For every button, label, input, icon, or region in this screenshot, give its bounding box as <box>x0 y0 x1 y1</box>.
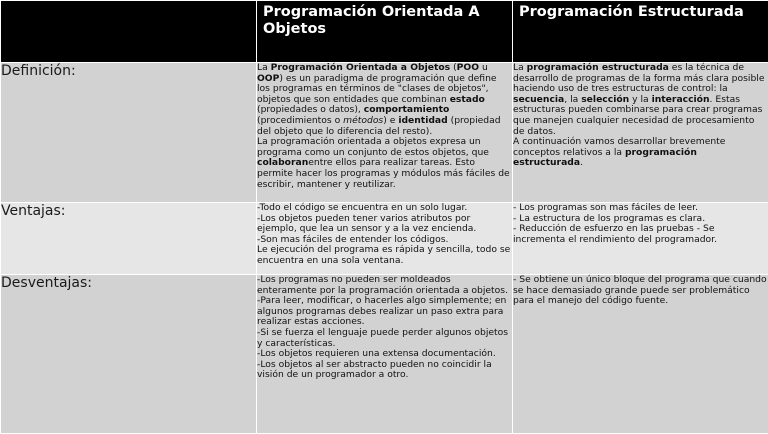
cell-ventajas-estructurada <box>513 203 768 275</box>
cell-definicion-estructurada <box>513 63 768 203</box>
cell-desventajas-estructurada <box>513 275 768 434</box>
list-item: -Los objetos pueden tener varios atributos por ejemplo, que lea un sensor y a la vez encienda. <box>257 214 512 235</box>
cell-ventajas-poo <box>257 203 513 275</box>
header-corner-cell <box>1 1 257 63</box>
list-item: -Los objetos al ser abstracto pueden no coincidir la visión de un programador a otro. <box>257 360 512 381</box>
cell-desventajas-poo <box>257 275 513 434</box>
row-label-ventajas: Ventajas: <box>1 203 257 275</box>
list-item: -Si se fuerza el lenguaje puede perder algunos objetos y características. <box>257 328 512 349</box>
cell-definicion-poo <box>257 63 513 203</box>
row-label-desventajas: Desventajas: <box>1 275 257 434</box>
paragraph: A continuación vamos desarrollar brevemente conceptos relativos a la programación estructurada. <box>513 137 768 169</box>
list-item: -Para leer, modificar, o hacerles algo simplemente; en algunos programas debes realizar un paso extra para realizar estas acciones. <box>257 296 512 328</box>
list-item: - Reducción de esfuerzo en las pruebas - Se incrementa el rendimiento del programador. <box>513 224 768 245</box>
list-item: -Son mas fáciles de entender los códigos. <box>257 235 512 246</box>
list-item: - Los programas son mas fáciles de leer. <box>513 203 768 214</box>
list-item: - Se obtiene un único bloque del programa que cuando se hace demasiado grande puede ser problemático para el manejo del código fuente. <box>513 275 768 307</box>
list-item: Le ejecución del programa es rápida y sencilla, todo se encuentra en una sola ventana. <box>257 245 512 266</box>
paragraph: La programación estructurada es la técnica de desarrollo de programas de la forma más clara posible haciendo uso de tres estructuras de control: la secuencia, la selección y la interacción. Estas estructuras pueden combinarse para crear programas que manejen cualquier necesidad de procesamiento de datos. <box>513 63 768 137</box>
paragraph: La programación orientada a objetos expresa un programa como un conjunto de estos objetos, que colaboranentre ellos para realizar tareas. Esto permite hacer los programas y módulos más fáciles de escribir, mantener y reutilizar. <box>257 137 512 190</box>
list-item: - La estructura de los programas es clara. <box>513 214 768 225</box>
header-poo: Programación Orientada A Objetos <box>257 1 513 63</box>
header-estructurada: Programación Estructurada <box>513 1 768 63</box>
row-label-definicion: Definición: <box>1 63 257 203</box>
list-item: -Todo el código se encuentra en un solo lugar. <box>257 203 512 214</box>
row-desventajas <box>1 275 768 434</box>
list-item: -Los objetos requieren una extensa documentación. <box>257 349 512 360</box>
row-ventajas <box>1 203 768 275</box>
paragraph: La Programación Orientada a Objetos (POO u OOP) es un paradigma de programación que define los programas en términos de "clases de objetos", objetos que son entidades que combinan estado (propiedades o datos), comportamiento (procedimientos o métodos) e identidad (propiedad del objeto que lo diferencia del resto). <box>257 63 512 137</box>
header-row <box>1 1 768 63</box>
row-definicion <box>1 63 768 203</box>
list-item: -Los programas no pueden ser moldeados enteramente por la programación orientada a objetos. <box>257 275 512 296</box>
